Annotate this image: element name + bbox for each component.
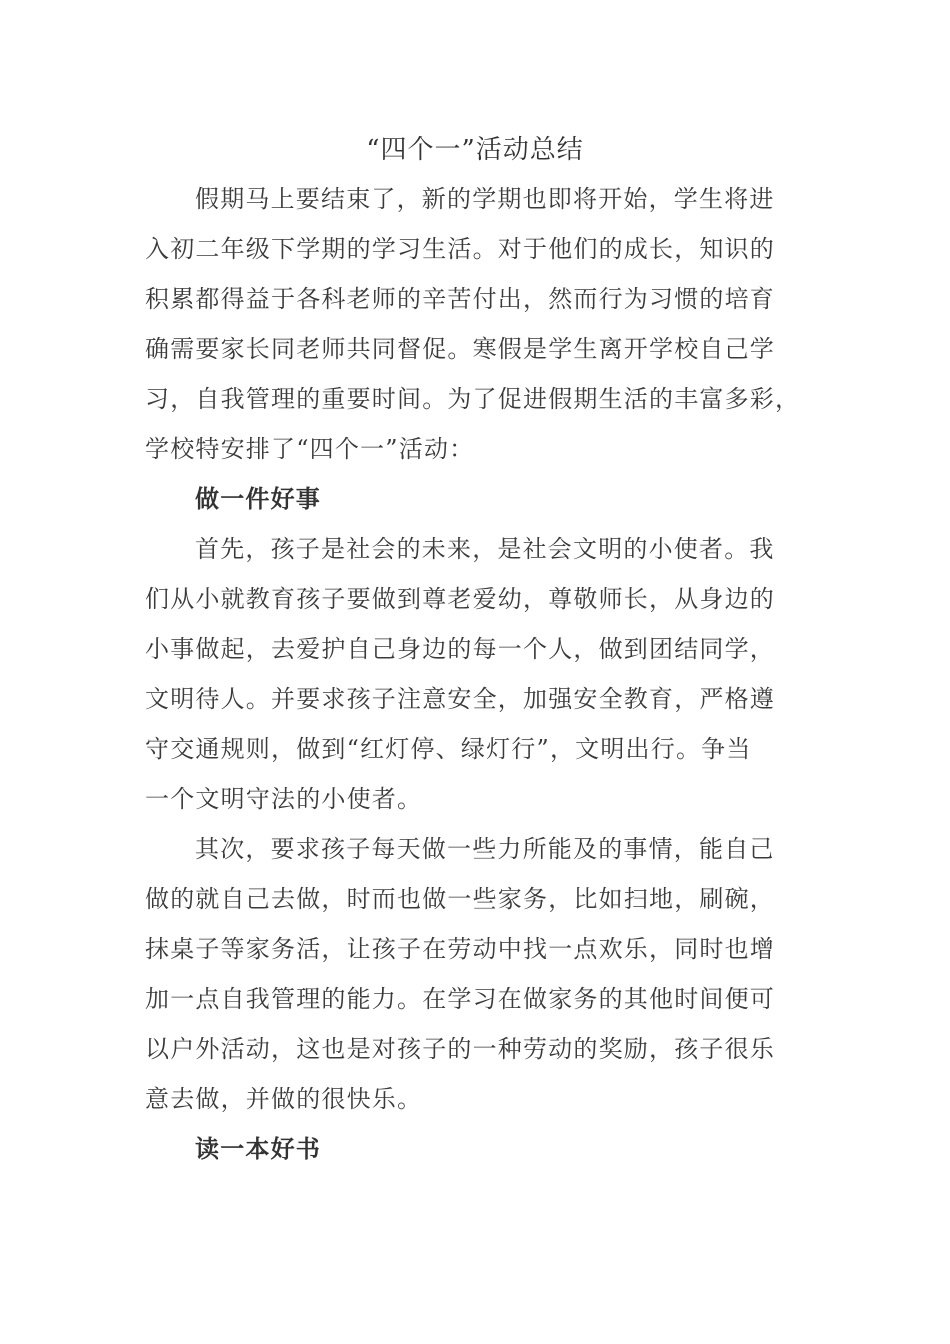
text-line: 习，自我管理的重要时间。为了促进假期生活的丰富多彩， bbox=[145, 385, 801, 413]
text-line: 假期马上要结束了，新的学期也即将开始，学生将进 bbox=[195, 185, 775, 213]
section1-paragraph-1 bbox=[145, 524, 795, 824]
section-heading-good-deed: 做一件好事 bbox=[195, 484, 321, 513]
document-body bbox=[145, 174, 801, 1174]
intro-paragraph bbox=[145, 174, 801, 474]
text-line: 一个文明守法的小使者。 bbox=[145, 785, 423, 813]
text-line: 文明待人。并要求孩子注意安全，加强安全教育，严格遵 bbox=[145, 685, 775, 713]
text-line: 入初二年级下学期的学习生活。对于他们的成长，知识的 bbox=[145, 235, 775, 263]
text-line: 加一点自我管理的能力。在学习在做家务的其他时间便可 bbox=[145, 985, 775, 1013]
document-title: “四个一”活动总结 bbox=[366, 135, 584, 165]
text-line: 意去做，并做的很快乐。 bbox=[145, 1085, 423, 1113]
text-line: 积累都得益于各科老师的辛苦付出，然而行为习惯的培育 bbox=[145, 285, 775, 313]
text-line: 小事做起，去爱护自己身边的每一个人，做到团结同学， bbox=[145, 635, 775, 663]
text-line: 做的就自己去做，时而也做一些家务，比如扫地，刷碗， bbox=[145, 885, 775, 913]
text-line: 学校特安排了“四个一”活动： bbox=[145, 435, 475, 463]
text-line: 抹桌子等家务活，让孩子在劳动中找一点欢乐，同时也增 bbox=[145, 935, 775, 963]
text-line: 首先，孩子是社会的未来，是社会文明的小使者。我 bbox=[195, 535, 775, 563]
text-line: 们从小就教育孩子要做到尊老爱幼，尊敬师长，从身边的 bbox=[145, 585, 775, 613]
section1-paragraph-2 bbox=[145, 824, 795, 1124]
section-heading-good-book: 读一本好书 bbox=[195, 1134, 321, 1163]
text-line: 其次，要求孩子每天做一些力所能及的事情，能自己 bbox=[195, 835, 775, 863]
text-line: 以户外活动，这也是对孩子的一种劳动的奖励，孩子很乐 bbox=[145, 1035, 775, 1063]
text-line: 守交通规则，做到“红灯停、绿灯行”，文明出行。争当 bbox=[145, 735, 752, 763]
text-line: 确需要家长同老师共同督促。寒假是学生离开学校自己学 bbox=[145, 335, 775, 363]
